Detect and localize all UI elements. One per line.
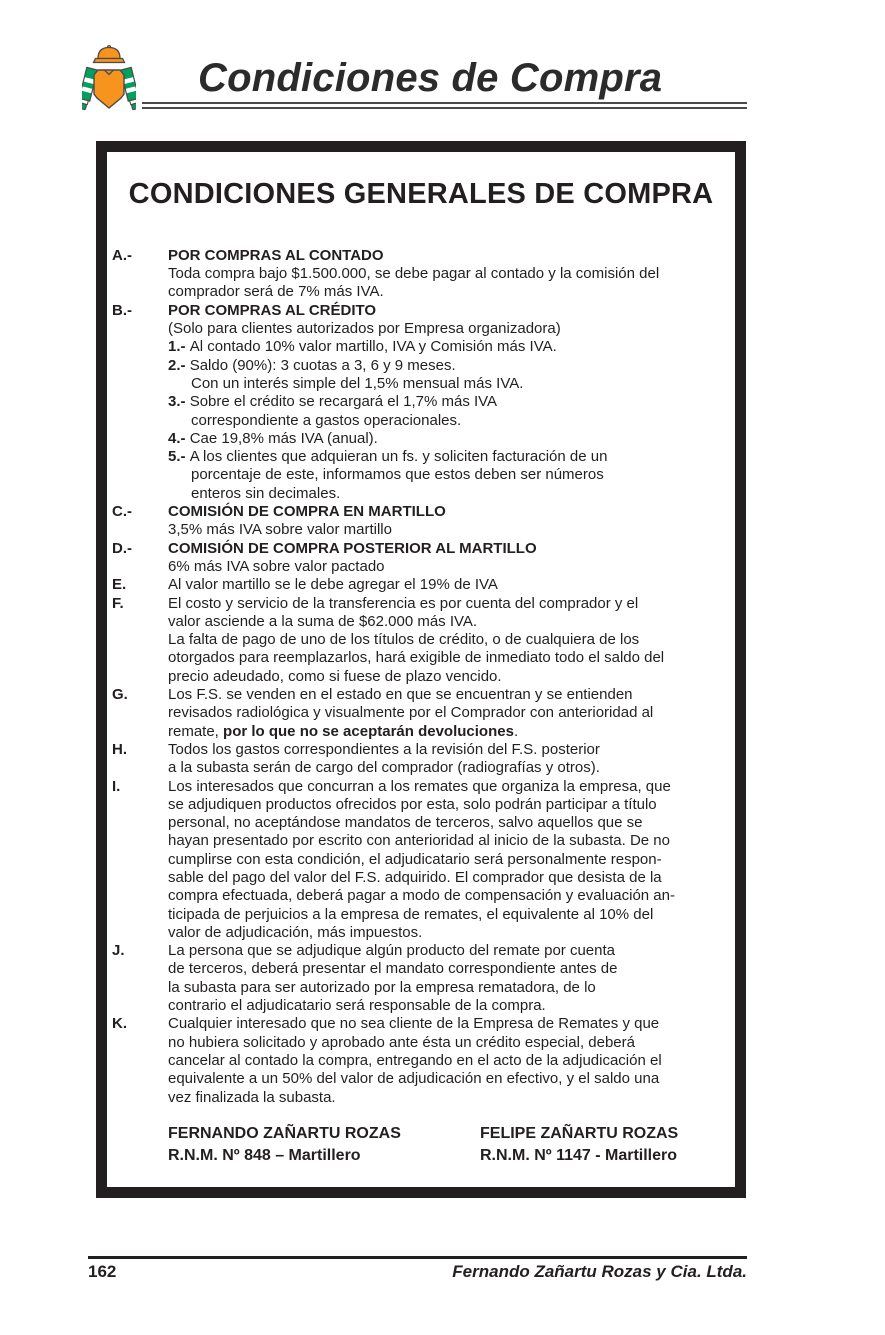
condition-line (168, 540, 735, 558)
condition-text: Los F.S. se venden en el estado en que se encuentran y se entienden (168, 686, 633, 704)
condition-label: H. (112, 740, 127, 758)
condition-text: equivalente a un 50% del valor de adjudicación en efectivo, y el saldo una (168, 1070, 660, 1088)
condition-body (168, 503, 735, 540)
condition-text: Toda compra bajo $1.500.000, se debe pagar al contado y la comisión del (168, 265, 660, 283)
condition-text: comprador será de 7% más IVA. (168, 283, 384, 301)
condition-text: La persona que se adjudique algún producto del remate por cuenta (168, 942, 615, 960)
condition-line (168, 814, 735, 832)
condition-item (112, 686, 735, 741)
condition-label: E. (112, 576, 127, 594)
condition-line (168, 851, 735, 869)
condition-text: Al contado 10% valor martillo, IVA y Comisión más IVA. (189, 338, 557, 356)
condition-line (168, 503, 735, 521)
condition-line (168, 869, 735, 887)
condition-text: A los clientes que adquieran un fs. y soliciten facturación de un (189, 448, 608, 466)
condition-text: vez finalizada la subasta. (168, 1088, 336, 1106)
condition-text-bold: POR COMPRAS AL CONTADO (168, 246, 384, 264)
condition-line (168, 1089, 735, 1107)
signature-name: FERNANDO ZAÑARTU ROZAS (168, 1124, 401, 1142)
condition-text: cancelar al contado la compra, entregando en el acto de la adjudicación el (168, 1051, 662, 1069)
condition-label: K. (112, 1015, 127, 1033)
condition-text-bold: 4.- (168, 429, 190, 447)
condition-line (168, 558, 735, 576)
condition-line (168, 832, 735, 850)
condition-text-bold: COMISIÓN DE COMPRA POSTERIOR AL MARTILLO (168, 539, 537, 557)
condition-line (168, 979, 735, 997)
footer-page-number: 162 (88, 1262, 117, 1281)
condition-item (112, 942, 735, 1015)
condition-line (168, 320, 735, 338)
condition-label: D.- (112, 539, 132, 557)
condition-line (168, 686, 735, 704)
condition-line (168, 668, 735, 686)
condition-item (112, 247, 735, 302)
silks-vest (94, 70, 124, 108)
condition-text: enteros sin decimales. (191, 484, 341, 502)
condition-text: sable del pago del valor del F.S. adquirido. El comprador que desista de la (168, 868, 662, 886)
condition-line (168, 283, 735, 301)
condition-item (112, 741, 735, 778)
signature-name: FELIPE ZAÑARTU ROZAS (480, 1124, 679, 1142)
condition-item (112, 302, 735, 503)
condition-text: se adjudiquen productos ofrecidos por esta, solo podrán participar a título (168, 795, 657, 813)
condition-item (112, 595, 735, 686)
signature-registry: R.N.M. Nº 1147 - Martillero (480, 1146, 678, 1164)
condition-body (168, 302, 735, 503)
condition-line (168, 924, 735, 942)
condition-text: la subasta para ser autorizado por la empresa rematadora, de lo (168, 978, 596, 996)
condition-body (168, 247, 735, 302)
condition-text: valor de adjudicación, más impuestos. (168, 923, 423, 941)
condition-line (168, 741, 735, 759)
condition-item (112, 576, 735, 594)
condition-line (168, 448, 735, 466)
condition-body (168, 540, 735, 577)
condition-text: otorgados para reemplazarlos, hará exigible de inmediato todo el saldo del (168, 649, 665, 667)
footer-company-name: Fernando Zañartu Rozas y Cia. Ltda. (452, 1262, 747, 1281)
condition-text: contrario el adjudicatario será responsable de la compra. (168, 997, 546, 1015)
condition-label: G. (112, 686, 128, 704)
condition-line (168, 595, 735, 613)
signatures-block (107, 1123, 735, 1167)
condition-line (168, 357, 735, 375)
footer-rule (88, 1256, 747, 1259)
conditions-list (107, 247, 735, 1107)
condition-line (168, 393, 735, 411)
condition-line (168, 778, 735, 796)
condition-text: a la subasta serán de cargo del comprador (radiografías y otros). (168, 759, 600, 777)
signature-registry: R.N.M. Nº 848 – Martillero (168, 1146, 361, 1164)
condition-text: Cualquier interesado que no sea cliente de la Empresa de Remates y que (168, 1015, 660, 1033)
condition-text: precio adeudado, como si fuese de plazo vencido. (168, 667, 502, 685)
condition-label: B.- (112, 301, 132, 319)
condition-text: ticipada de perjuicios a la empresa de remates, el equivalente al 10% del (168, 905, 654, 923)
condition-text: no hubiera solicitado y aprobado ante ésta un crédito especial, deberá (168, 1033, 635, 1051)
condition-line (168, 430, 735, 448)
condition-line (168, 1052, 735, 1070)
condition-text: . (513, 722, 519, 740)
condition-text: remate, (168, 722, 224, 740)
condition-line (168, 796, 735, 814)
condition-text: La falta de pago de uno de los títulos de crédito, o de cualquiera de los (168, 631, 640, 649)
condition-item (112, 778, 735, 943)
condition-line (168, 1070, 735, 1088)
condition-text-bold: 5.- (168, 448, 190, 466)
condition-text: Saldo (90%): 3 cuotas a 3, 6 y 9 meses. (189, 356, 456, 374)
condition-line (168, 723, 735, 741)
condition-label: I. (112, 777, 121, 795)
condition-line (168, 997, 735, 1015)
condition-text: Al valor martillo se le debe agregar el 19% de IVA (168, 576, 498, 594)
condition-body (168, 741, 735, 778)
condition-item (112, 503, 735, 540)
condition-line (168, 302, 735, 320)
condition-line (168, 576, 735, 594)
condition-line (168, 960, 735, 978)
condition-item (112, 540, 735, 577)
condition-line (168, 906, 735, 924)
silks-cap (94, 46, 125, 63)
condition-line (168, 631, 735, 649)
condition-line (168, 1034, 735, 1052)
condition-line (168, 338, 735, 356)
condition-text: cumplirse con esta condición, el adjudicatario será personalmente respon- (168, 850, 662, 868)
condition-text-bold: 2.- (168, 356, 190, 374)
panel-title: CONDICIONES GENERALES DE COMPRA (128, 178, 714, 210)
condition-text: Con un interés simple del 1,5% mensual más IVA. (191, 374, 524, 392)
condition-text: revisados radiológica y visualmente por el Comprador con anterioridad al (168, 704, 654, 722)
signature-auctioneer-1 (168, 1123, 480, 1167)
condition-text: (Solo para clientes autorizados por Empresa organizadora) (168, 320, 561, 338)
condition-text: de terceros, deberá presentar el mandato correspondiente antes de (168, 960, 618, 978)
jockey-silks-icon (82, 44, 136, 122)
condition-line (168, 759, 735, 777)
header-double-rule (142, 102, 747, 109)
page-title: Condiciones de Compra (198, 56, 663, 100)
condition-label: J. (112, 942, 125, 960)
condition-line (168, 887, 735, 905)
condition-body (168, 778, 735, 943)
condition-text: hayan presentado por escrito con anterioridad al inicio de la subasta. De no (168, 832, 670, 850)
condition-text-bold: POR COMPRAS AL CRÉDITO (168, 301, 377, 319)
condition-item (112, 1015, 735, 1106)
conditions-panel (96, 141, 746, 1198)
condition-body (168, 942, 735, 1015)
condition-text-bold: COMISIÓN DE COMPRA EN MARTILLO (168, 503, 446, 521)
condition-line (168, 704, 735, 722)
condition-text: valor asciende a la suma de $62.000 más IVA. (168, 612, 478, 630)
condition-text-bold: 1.- (168, 338, 190, 356)
condition-line (168, 613, 735, 631)
condition-text: compra efectuada, deberá pagar a modo de compensación y evaluación an- (168, 887, 675, 905)
condition-text: 3,5% más IVA sobre valor martillo (168, 521, 392, 539)
condition-text: personal, no aceptándose mandatos de terceros, salvo aquellos que se (168, 814, 643, 832)
condition-text: Sobre el crédito se recargará el 1,7% más IVA (189, 393, 498, 411)
condition-line (168, 412, 735, 430)
condition-line (168, 1015, 735, 1033)
condition-text: 6% más IVA sobre valor pactado (168, 557, 385, 575)
condition-line (168, 466, 735, 484)
condition-line (168, 942, 735, 960)
condition-line (168, 649, 735, 667)
condition-text-bold: por lo que no se aceptarán devoluciones (223, 722, 514, 740)
condition-line (168, 521, 735, 539)
condition-body (168, 576, 735, 594)
condition-label: C.- (112, 503, 132, 521)
condition-text: Los interesados que concurran a los remates que organiza la empresa, que (168, 777, 671, 795)
condition-text: Todos los gastos correspondientes a la revisión del F.S. posterior (168, 740, 600, 758)
signature-auctioneer-2 (480, 1123, 735, 1167)
condition-line (168, 375, 735, 393)
condition-body (168, 1015, 735, 1106)
condition-text-bold: 3.- (168, 393, 190, 411)
condition-label: F. (112, 594, 124, 612)
condition-text: porcentaje de este, informamos que estos deben ser números (191, 466, 604, 484)
condition-line (168, 247, 735, 265)
condition-line (168, 485, 735, 503)
condition-body (168, 595, 735, 686)
condition-label: A.- (112, 246, 132, 264)
condition-body (168, 686, 735, 741)
condition-text: correspondiente a gastos operacionales. (191, 411, 462, 429)
condition-text: El costo y servicio de la transferencia es por cuenta del comprador y el (168, 594, 639, 612)
condition-line (168, 265, 735, 283)
condition-text: Cae 19,8% más IVA (anual). (189, 429, 378, 447)
